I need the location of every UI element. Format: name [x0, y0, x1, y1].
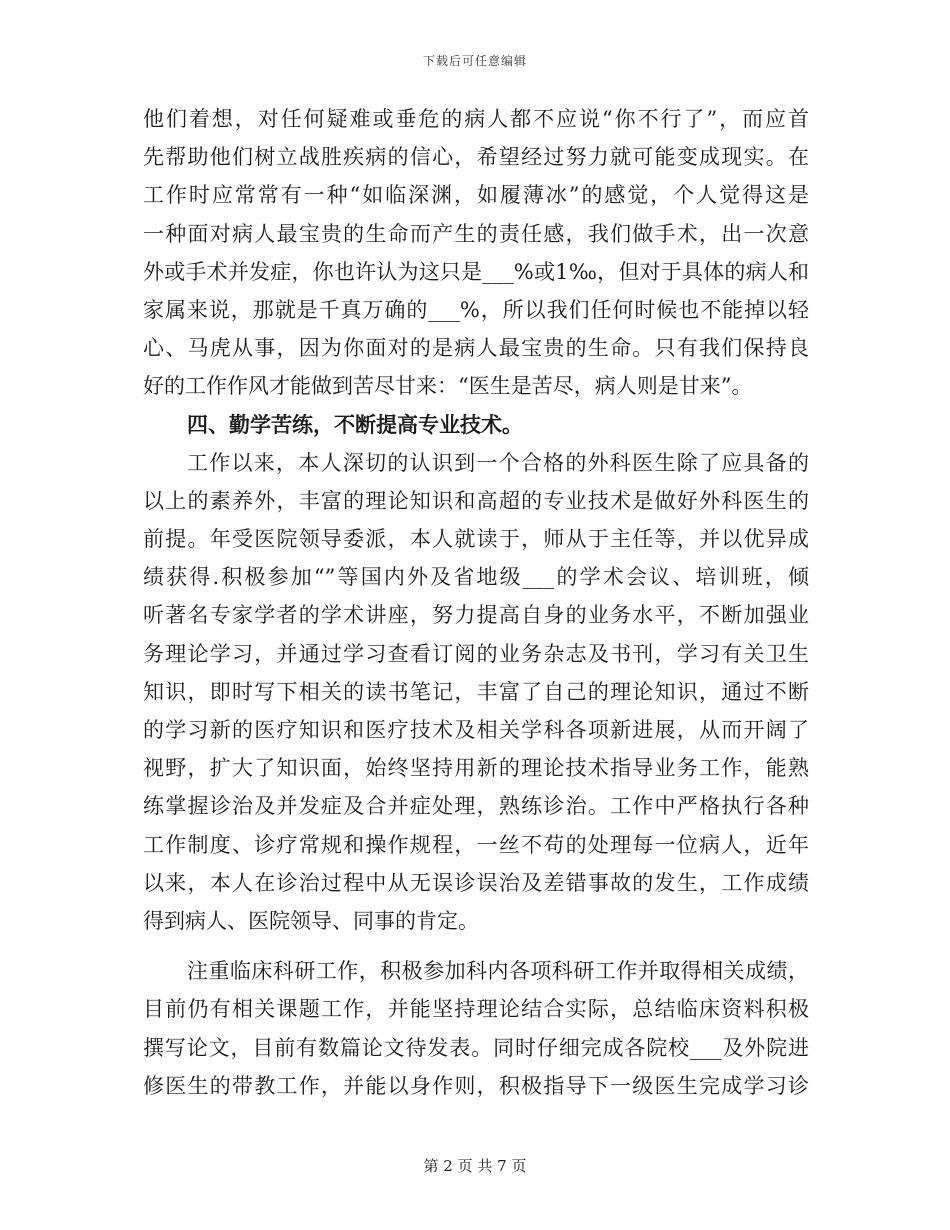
text-line: 家属来说，那就是千真万确的___%，所以我们任何时候也不能掉以轻 — [143, 297, 809, 322]
text-line: 听著名专家学者的学术讲座，努力提高自身的业务水平，不断加强业 — [143, 603, 809, 628]
text-line: 一种面对病人最宝贵的生命而产生的责任感，我们做手术，出一次意 — [143, 221, 809, 246]
page-header: 下载后可任意编辑 — [422, 54, 527, 68]
text-line: 以上的素养外，丰富的理论知识和高超的专业技术是做好外科医生的 — [143, 488, 809, 513]
text-line: 先帮助他们树立战胜疾病的信心，希望经过努力就可能变成现实。在 — [143, 145, 809, 170]
text-line: 好的工作作风才能做到苦尽甘来：“医生是苦尽，病人则是甘来”。 — [143, 374, 753, 399]
document-body — [143, 100, 809, 1105]
text-line: 知识，即时写下相关的读书笔记，丰富了自己的理论知识，通过不断 — [143, 679, 809, 704]
text-line: 工作时应常常有一种“如临深渊，如履薄冰”的感觉，个人觉得这是 — [143, 183, 809, 208]
text-line: 前提。年受医院领导委派，本人就读于，师从于主任等，并以优异成 — [143, 527, 809, 552]
paragraph-gap — [143, 940, 809, 952]
text-line: 注重临床科研工作，积极参加科内各项科研工作并取得相关成绩， — [187, 959, 809, 984]
section-heading: 四、勤学苦练，不断提高专业技术。 — [187, 411, 523, 437]
text-line: 练掌握诊治及并发症及合并症处理，熟练诊治。工作中严格执行各种 — [143, 794, 809, 819]
text-line: 工作制度、诊疗常规和操作规程，一丝不苟的处理每一位病人，近年 — [143, 832, 809, 857]
paragraph-3 — [143, 952, 809, 1105]
text-line: 撰写论文，目前有数篇论文待发表。同时仔细完成各院校___及外院进 — [143, 1035, 809, 1060]
text-line: 的学习新的医疗知识和医疗技术及相关学科各项新进展，从而开阔了 — [143, 718, 809, 742]
page-number-footer: 第 2 页 共 7 页 — [423, 1157, 527, 1175]
text-line: 目前仍有相关课题工作，并能坚持理论结合实际，总结临床资料积极 — [143, 997, 809, 1022]
text-line: 外或手术并发症，你也许认为这只是___%或1‰，但对于具体的病人和 — [143, 259, 809, 284]
text-line: 他们着想，对任何疑难或垂危的病人都不应说“你不行了”，而应首 — [143, 107, 809, 131]
text-line: 绩获得.积极参加“”等国内外及省地级___的学术会议、培训班，倾 — [143, 565, 809, 590]
text-line: 工作以来，本人深切的认识到一个合格的外科医生除了应具备的 — [187, 450, 809, 475]
text-line: 得到病人、医院领导、同事的肯定。 — [143, 908, 479, 933]
text-line: 心、马虎从事，因为你面对的是病人最宝贵的生命。只有我们保持良 — [143, 336, 809, 361]
text-line: 视野，扩大了知识面，始终坚持用新的理论技术指导业务工作，能熟 — [143, 756, 809, 781]
text-line: 以来，本人在诊治过程中从无误诊误治及差错事故的发生，工作成绩 — [143, 870, 809, 895]
paragraph-2 — [143, 444, 809, 940]
paragraph-1 — [143, 100, 809, 406]
text-line: 修医生的带教工作，并能以身作则，积极指导下一级医生完成学习诊 — [143, 1073, 809, 1098]
text-line: 务理论学习，并通过学习查看订阅的业务杂志及书刊，学习有关卫生 — [143, 641, 809, 666]
